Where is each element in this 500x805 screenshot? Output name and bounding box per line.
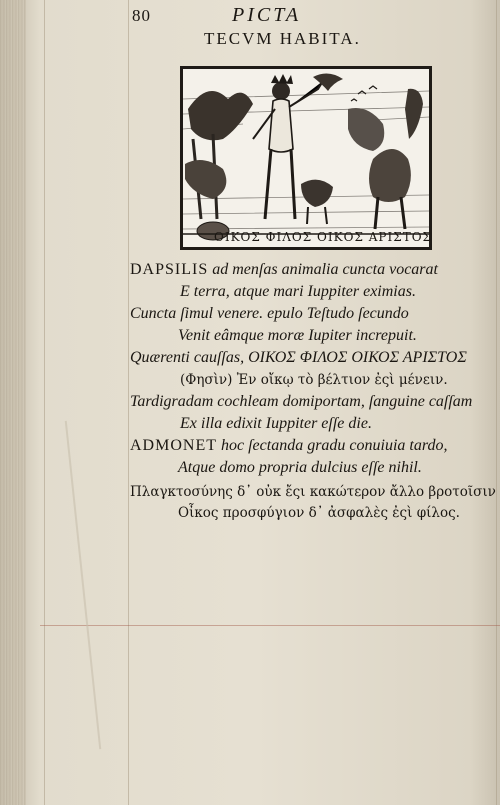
initial-word: DAPSILIS xyxy=(130,261,209,278)
page-edge xyxy=(0,0,26,805)
emblem-motto: TECVM HABITA. xyxy=(204,29,361,48)
paper-crease xyxy=(65,421,101,749)
verse-line: Cuncta ſimul venere. epulo Teſtudo ſecundo xyxy=(130,305,409,322)
verse-line: Tardigradam cochleam domiportam, ſanguine caſſam xyxy=(130,393,473,410)
verse-line: Quærenti cauſſas, ΟΙΚΟΣ ΦΙΛΟΣ ΟΙΚΟΣ ΑΡΙΣΤΟΣ xyxy=(130,349,467,366)
verse-line-greek: Οἶκος προσφύγιον δ᾽ ἀσφαλὲς ἐςὶ φίλος. xyxy=(178,505,460,521)
verse-line: Venit eâmque moræ Iupiter increpuit. xyxy=(178,327,417,344)
page-number: 80 xyxy=(132,6,151,25)
verse-line-greek: (Φησὶν) Ἐν οἴκῳ τὸ βέλτιον ἐςὶ μένειν. xyxy=(180,372,448,388)
initial-word: ADMONET xyxy=(130,437,217,454)
verse-line: DAPSILIS ad menſas animalia cuncta vocarat xyxy=(130,261,438,278)
margin-rule-inner xyxy=(128,0,129,805)
verse-line: Ex illa edixit Iuppiter eſſe die. xyxy=(180,415,372,432)
verse-line: Atque domo propria dulcius eſſe nihil. xyxy=(178,459,422,476)
margin-rule-right xyxy=(496,0,497,805)
margin-rule-left xyxy=(44,0,45,805)
woodcut-illustration xyxy=(180,66,432,250)
verse-line-greek: Πλαγκτοσύνης δ᾽ οὐκ ἔςι κακώτερον ἄλλο βροτοῖσιν xyxy=(130,484,496,500)
woodcut-caption: ΟΙΚΟΣ ΦΙΛΟΣ ΟΙΚΟΣ ΑΡΙΣΤΟΣ xyxy=(214,230,433,244)
running-title: PICTA xyxy=(232,4,302,26)
woodcut-jupiter-with-animals-icon xyxy=(183,69,429,247)
verse-line: ADMONET hoc ſectanda gradu conuiuia tardo, xyxy=(130,437,448,454)
verse-line: E terra, atque mari Iuppiter eximias. xyxy=(180,283,416,300)
ruled-line xyxy=(40,625,500,626)
